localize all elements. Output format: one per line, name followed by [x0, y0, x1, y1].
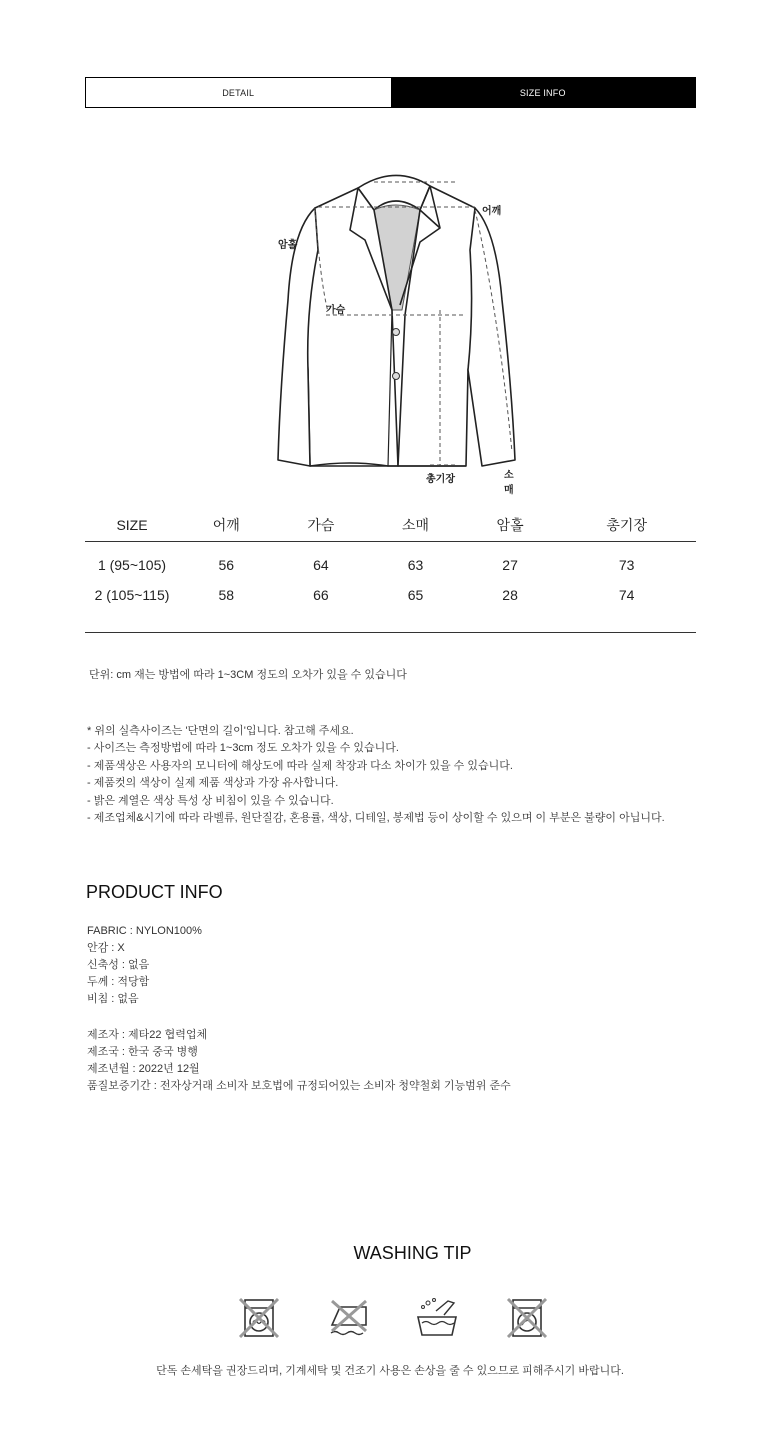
spec-line: 두께 : 적당함: [87, 976, 150, 988]
header-shoulder: 어깨: [179, 508, 274, 542]
value-cell: 74: [618, 587, 635, 603]
size-table-header: [85, 508, 696, 542]
spec-line: 안감 : X: [87, 942, 125, 954]
value-cell: 65: [407, 587, 424, 603]
no-machine-wash-icon: [236, 1295, 282, 1341]
label-sleeve: 소매: [504, 470, 514, 496]
label-armhole: 암홀: [278, 240, 298, 251]
label-shoulder: 어깨: [482, 206, 502, 217]
manufacture-line: 제조자 : 제타22 협력업체: [87, 1029, 208, 1041]
spec-line: FABRIC : NYLON100%: [87, 925, 202, 937]
value-cell: 64: [313, 557, 329, 573]
value-cell: 66: [313, 587, 329, 603]
jacket-size-diagram: [270, 160, 520, 496]
header-length: 총기장: [557, 508, 696, 542]
header-chest: 가슴: [274, 508, 369, 542]
size-cell: 2 (105~115): [94, 587, 170, 603]
label-length: 총기장: [426, 474, 455, 485]
tab-detail[interactable]: DETAIL: [86, 78, 391, 107]
manufacture-info: [87, 1027, 511, 1095]
spec-line: 신축성 : 없음: [87, 959, 150, 971]
washing-icons: [0, 1295, 780, 1345]
note-line: - 사이즈는 측정방법에 따라 1~3cm 정도 오차가 있을 수 있습니다.: [87, 742, 399, 755]
value-cell: 58: [218, 587, 235, 603]
value-cell: 73: [618, 557, 635, 573]
washing-note: 단독 손세탁을 권장드리며, 기계세탁 및 건조기 사용은 손상을 줄 수 있으므로 피해주시기 바랍니다.: [156, 1365, 624, 1377]
product-info-title: PRODUCT INFO: [86, 882, 223, 902]
table-row: [85, 580, 696, 610]
note-line: - 제조업체&시기에 따라 라벨류, 원단질감, 혼용률, 색상, 디테일, 봉제법 등이 상이할 수 있으며 이 부분은 불량이 아닙니다.: [87, 812, 665, 825]
value-cell: 56: [218, 557, 235, 573]
note-line: - 제품컷의 색상이 실제 제품 색상과 가장 유사합니다.: [87, 777, 339, 790]
hand-wash-icon: [414, 1295, 460, 1341]
header-size: SIZE: [85, 508, 179, 542]
table-row: [85, 550, 696, 580]
table-divider: [85, 632, 696, 633]
no-iron-icon: [326, 1295, 372, 1341]
value-cell: 27: [502, 557, 518, 573]
product-specs: [87, 923, 202, 1008]
no-tumble-dry-icon: [504, 1295, 550, 1341]
note-line: * 위의 실측사이즈는 '단면의 길이'입니다. 참고해 주세요.: [87, 725, 354, 737]
washing-tip-title: WASHING TIP: [353, 1243, 472, 1263]
tab-bar: [85, 77, 696, 108]
size-notes: [87, 723, 665, 827]
tab-size-info[interactable]: SIZE INFO: [391, 78, 696, 107]
manufacture-line: 제조국 : 한국 중국 병행: [87, 1046, 198, 1058]
value-cell: 28: [502, 587, 518, 603]
header-armhole: 암홀: [463, 508, 558, 542]
manufacture-line: 제조년월 : 2022년 12월: [87, 1063, 200, 1075]
spec-line: 비침 : 없음: [87, 993, 139, 1005]
note-line: - 밝은 계열은 색상 특성 상 비침이 있을 수 있습니다.: [87, 794, 334, 807]
size-cell: 1 (95~105): [97, 557, 167, 573]
value-cell: 63: [407, 557, 424, 573]
unit-note: 단위: cm 재는 방법에 따라 1~3CM 정도의 오차가 있을 수 있습니다: [89, 669, 407, 681]
header-sleeve: 소매: [368, 508, 463, 542]
label-chest: 가슴: [326, 305, 346, 316]
manufacture-line: 품질보증기간 : 전자상거래 소비자 보호법에 규정되어있는 소비자 청약철회 기능범위 준수: [87, 1080, 511, 1092]
note-line: - 제품색상은 사용자의 모니터에 해상도에 따라 실제 착장과 다소 차이가 있을 수 있습니다.: [87, 759, 513, 772]
size-table: [85, 508, 696, 610]
